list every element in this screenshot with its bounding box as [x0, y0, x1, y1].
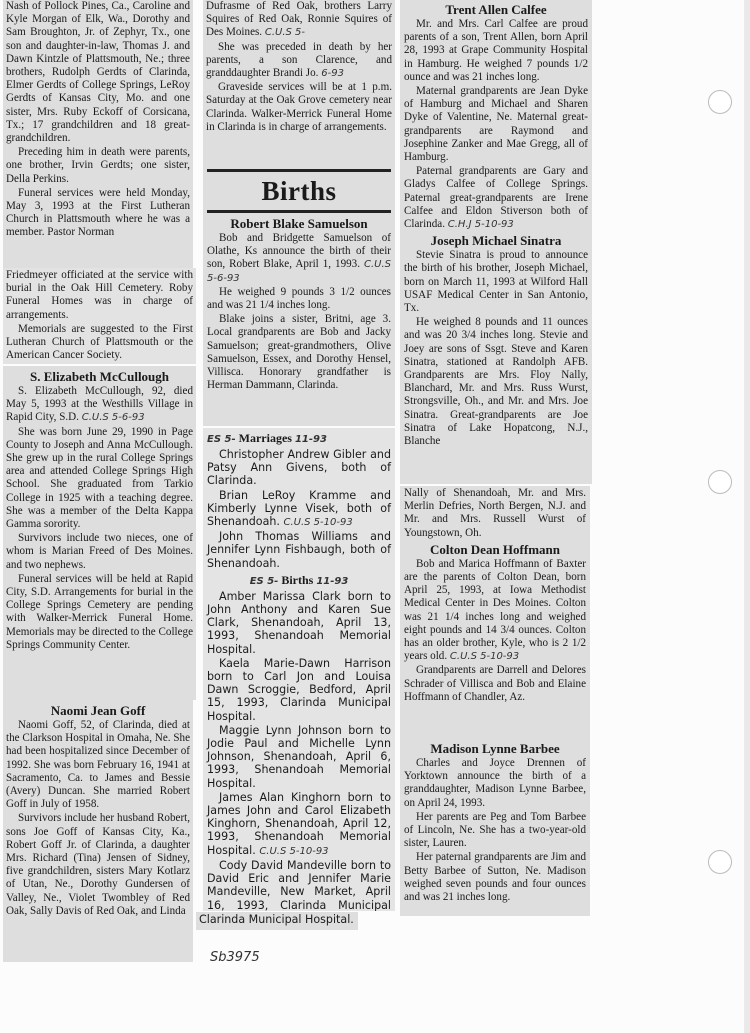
- birth-paragraph: Grandparents are Darrell and Delores Schrader of Villisca and Bob and Elaine Hoffmann of Chandler, Az.: [404, 664, 586, 703]
- clipping-column-1b: [3, 268, 196, 364]
- obit-paragraph: Nash of Pollock Pines, Ca., Caroline and Kyle Morgan of Elk, Wa., Dorothy and Sam Broughton, Jr. of Zephyr, Tx., one son and daughter-in-law, Thomas J. and Dawn Kintzle of Plattsmouth, Ne.; three brothers, Rudolph Gerdts of Clarinda, Elmer Gerdts of College Springs, LeRoy Gerdts of Kansas City, Mo. and one sister, Mrs. Ruby Eckoff of Corsicana, Tx.; 17 grandchildren and 18 great-grandchildren.: [6, 0, 190, 145]
- handwritten-note: C.U.S 5-10-93: [283, 517, 353, 529]
- birth-paragraph: Nally of Shenandoah, Mr. and Mrs. Merlin Defries, North Bergen, N.J. and Mr. and Mrs. Russell Wurst of Youngstown, Oh.: [404, 487, 586, 539]
- handwritten-note: C.U.S 5-10-93: [259, 845, 329, 857]
- birth-paragraph: Maternal grandparents are Jean Dyke of Hamburg and Michael and Sharen Dyke of Valentine, Ne. Maternal great-grandparents are Raymond and Josephine Zanker and Mae Gregg, all of Hamburg.: [404, 85, 588, 164]
- binder-hole-icon: [708, 90, 732, 114]
- handwritten-note: C.U.S 5-: [264, 27, 306, 39]
- handwritten-note: 6-93: [321, 68, 344, 80]
- obit-paragraph: S. Elizabeth McCullough, 92, died May 5, 1993 at the Westhills Village in Rapid City, S.D.: [6, 385, 193, 424]
- clipping-mccullough: [3, 366, 196, 700]
- clipping-births-tail: [196, 912, 358, 930]
- obit-paragraph: Memorials are suggested to the First Lutheran Church of Plattsmouth or the American Cancer Society.: [6, 322, 193, 362]
- handwritten-note: ES 5-: [207, 434, 236, 445]
- page-edge: [744, 0, 750, 1033]
- handwritten-note: C.U.S 5-6-93: [81, 412, 145, 424]
- clipping-barbee: [400, 738, 590, 916]
- clipping-calfee-sinatra: [400, 0, 592, 484]
- birth-entry: James Alan Kinghorn born to James John and Carol Elizabeth Kinghorn, Shenandoah, April 12, 1993, Shenandoah Memorial Hospital.: [207, 790, 391, 857]
- handwritten-note: ES 5-: [249, 575, 279, 587]
- obit-paragraph: Funeral services were held Monday, May 3, 1993 at the First Lutheran Church in Plattsmouth where he was a member. Pastor Norman: [6, 186, 190, 239]
- marriages-heading: Marriages: [238, 431, 292, 445]
- obituary-title: Naomi Jean Goff: [50, 703, 146, 718]
- birth-paragraph: Bob and Marica Hoffmann of Baxter are the parents of Colton Dean, born April 25, 1993, at Iowa Methodist Medical Center in Des Moines. Colton was 21 1/4 inches long and weighed eight pounds and 14 3/4 ounces. Colton has an older brother, Kyle, who is 2 1/2 years old.: [404, 557, 586, 663]
- birth-paragraph: Charles and Joyce Drennen of Yorktown announce the birth of a granddaughter, Madison Lynne Barbee, on April 24, 1993.: [404, 757, 586, 809]
- birth-paragraph: Her parents are Peg and Tom Barbee of Lincoln, Ne. She has a two-year-old sister, Lauren.: [404, 810, 586, 850]
- births-list-heading: Births: [281, 572, 314, 587]
- handwritten-note: 11-93: [316, 575, 349, 587]
- clipping-births-samuelson: [203, 166, 395, 426]
- binder-hole-icon: [708, 470, 732, 494]
- birth-title: Colton Dean Hoffmann: [429, 541, 560, 557]
- handwritten-note: C.H.J 5-10-93: [447, 219, 514, 231]
- obituary-title: S. Elizabeth McCullough: [29, 369, 170, 384]
- obit-paragraph: Friedmeyer officiated at the service with burial in the Oak Hill Cemetery. Roby Funeral Homes was in charge of arrangements.: [6, 269, 193, 321]
- obit-paragraph: Dufrasme of Red Oak, brothers Larry Squires of Red Oak, Ronnie Squires of Des Moines.: [206, 0, 392, 39]
- birth-paragraph: He weighed 8 pounds and 11 ounces and was 20 3/4 inches long. Stevie and Joey are sons of Ssgt. Steve and Karen Sinatra, stationed at Randolph AFB. Grandparents are Mrs. Floy Nally, Blanchard, Mr. and Mrs. Russ Wurst, Strongsville, Oh., and Mr. and Mrs. Joe Sinatra. Great-grandparents are Joe Sinatra of Lake Hopatcong, N.J., Blanche: [404, 316, 588, 448]
- obit-paragraph: Survivors include two nieces, one of whom is Marian Freed of Des Moines. and two nephews.: [6, 532, 193, 571]
- birth-entry: Amber Marissa Clark born to John Anthony and Karen Sue Clark, Shenandoah, April 13, 1993, Shenandoah Memorial Hospital.: [207, 589, 391, 656]
- birth-title: Robert Blake Samuelson: [230, 216, 368, 231]
- clipping-goff: [3, 700, 193, 962]
- section-rule: [207, 169, 391, 172]
- birth-paragraph: Bob and Bridgette Samuelson of Olathe, Ks announce the birth of their son, Robert Blake, April 1, 1993.: [207, 232, 391, 271]
- clipping-marriages-births-list: [203, 428, 395, 911]
- obit-paragraph: Survivors include her husband Robert, sons Joe Goff of Kansas City, Ka., Robert Goff Jr. of Clarinda, a daughter Mrs. Richard (Tina) Jensen of Sidney, five grandchildren, sisters Mary Kotlarz of Utan, Ne., Dorothy Gundersen of Valley, Ne., Violet Twombley of Red Oak, Sally Davis of Red Oak, and Linda: [6, 812, 190, 917]
- birth-title: Madison Lynne Barbee: [430, 741, 560, 756]
- handwritten-note: C.U.S 5-10-93: [449, 651, 520, 663]
- births-heading: Births: [261, 176, 337, 206]
- obit-paragraph: She was preceded in death by her parents, a son Clarence, and granddaughter Brandi Jo.: [206, 40, 392, 80]
- clipping-column-2-top: [203, 0, 395, 166]
- birth-paragraph: He weighed 9 pounds 3 1/2 ounces and was 21 1/4 inches long.: [207, 285, 391, 312]
- birth-entry: Cody David Mandeville born to David Eric and Jennifer Marie Mandeville, New Market, April 16, 1993, Clarinda Municipal: [207, 858, 391, 911]
- handwritten-note: C.U.S 5-6-93: [207, 259, 391, 284]
- obit-paragraph: Naomi Goff, 52, of Clarinda, died at the Clarkson Hospital in Omaha, Ne. She had been hospitalized since December of 1992. She was born February 16, 1941 at Sacramento, Ca. to James and Bessie (Avery) Duncan. She married Robert Goff in July of 1958.: [6, 719, 190, 811]
- birth-title: Trent Allen Calfee: [445, 2, 547, 17]
- obit-paragraph: Funeral services will be held at Rapid City, S.D. Arrangements for burial in the College Springs Cemetery are pending with Walker-Merrick Funeral Home. Memorials may be directed to the College Springs Community Center.: [6, 572, 193, 651]
- birth-entry-tail: Clarinda Municipal Hospital.: [199, 913, 354, 926]
- birth-paragraph: Stevie Sinatra is proud to announce the birth of his brother, Joseph Michael, born on March 11, 1993 at Wilford Hall USAF Medical Center in San Antonio, Tx.: [404, 249, 588, 315]
- obit-paragraph: Graveside services will be at 1 p.m. Saturday at the Oak Grove cemetery near Clarinda. Walker-Merrick Funeral Home in Clarinda is in charge of arrangements.: [206, 81, 392, 133]
- birth-title: Joseph Michael Sinatra: [430, 233, 562, 249]
- binder-hole-icon: [708, 850, 732, 874]
- section-rule: [207, 210, 391, 213]
- handwritten-note: 11-93: [294, 434, 327, 445]
- birth-paragraph: Her paternal grandparents are Jim and Betty Barbee of Sutton, Ne. Madison weighed seven pounds and four ounces and was 21 inches long.: [404, 851, 586, 904]
- marriage-entry: Brian LeRoy Kramme and Kimberly Lynne Visek, both of Shenandoah.: [207, 488, 391, 529]
- birth-paragraph: Blake joins a sister, Britni, age 3. Local grandparents are Bob and Jacky Samuelson; great-grandmothers, Olive Samuelson, Essex, and Dorothy Hensel, Villisca. Honorary grandfather is Herman Dammann, Clarinda.: [207, 313, 391, 392]
- birth-entry: Maggie Lynn Johnson born to Jodie Paul and Michelle Lynn Johnson, Shenandoah, April 6, 1993, Shenandoah Memorial Hospital.: [207, 723, 391, 790]
- marriage-entry: Christopher Andrew Gibler and Patsy Ann Givens, both of Clarinda.: [207, 448, 391, 488]
- birth-entry: Kaela Marie-Dawn Harrison born to Carl Jon and Louisa Dawn Scroggie, Bedford, April 15, 1993, Clarinda Municipal Hospital.: [207, 656, 391, 723]
- obit-paragraph: She was born June 29, 1990 in Page County to Joseph and Anna McCullough. She grew up in the rural College Springs area and attended College Springs High School. She graduated from Tarkio College in 1925 with a teaching degree. She was a member of the Delta Kappa Gamma sorority.: [6, 425, 193, 531]
- births-list-heading-row: [207, 573, 391, 589]
- marriage-entry: John Thomas Williams and Jennifer Lynn Fishbaugh, both of Shenandoah.: [207, 530, 391, 570]
- obit-paragraph: Preceding him in death were parents, one brother, Irvin Gerdts; one sister, Della Perkins.: [6, 146, 190, 185]
- handwritten-footer-code: Sb3975: [210, 950, 260, 965]
- marriages-heading-row: [207, 431, 391, 447]
- birth-paragraph: Paternal grandparents are Gary and Gladys Calfee of College Springs. Paternal great-grandparents are Irene Calfee and Eldon Stiverson both of Clarinda.: [404, 165, 588, 231]
- clipping-sinatra-hoffmann: [400, 486, 590, 738]
- birth-paragraph: Mr. and Mrs. Carl Calfee are proud parents of a son, Trent Allen, born April 28, 1993 at Grape Community Hospital in Hamburg. He weighed 7 pounds 1/2 ounce and was 21 inches long.: [404, 18, 588, 83]
